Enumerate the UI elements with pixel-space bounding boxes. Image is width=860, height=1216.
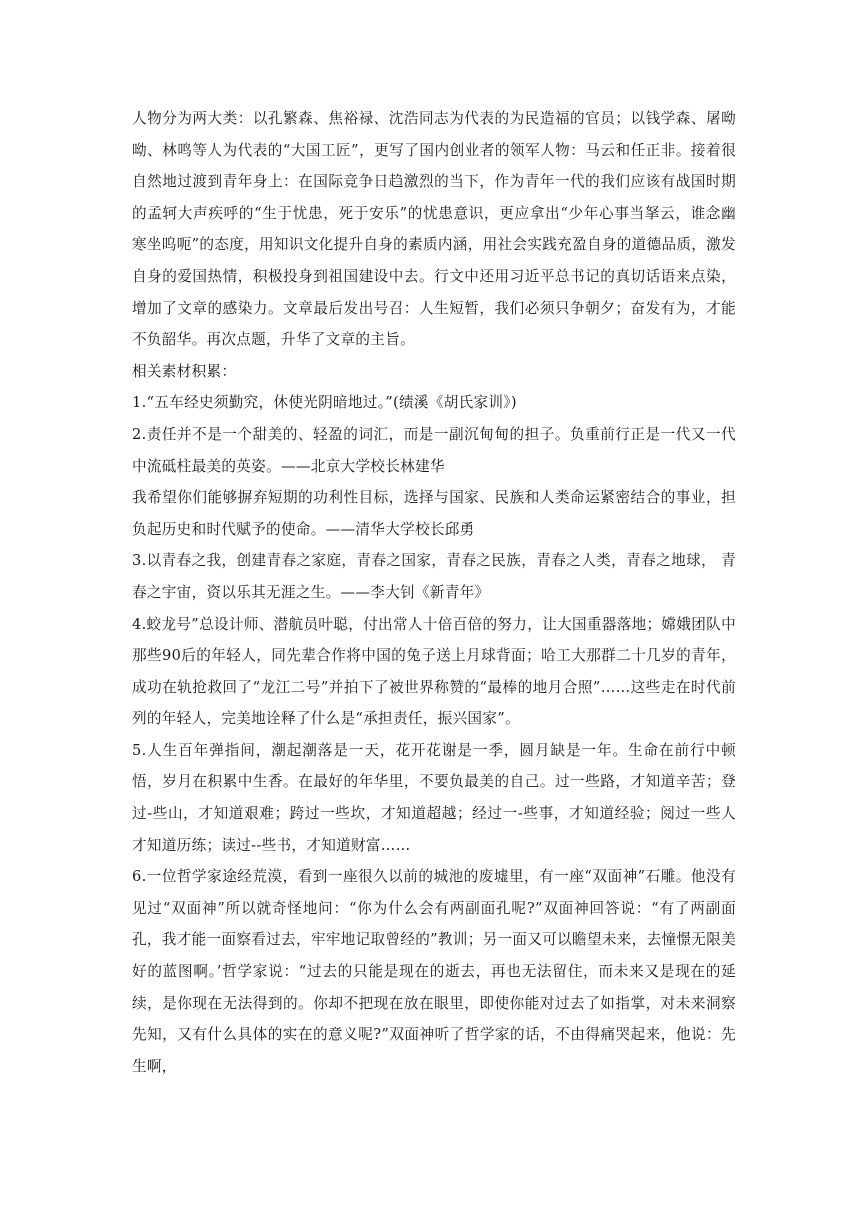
material-item-5: 5.人生百年弹指间，潮起潮落是一天，花开花谢是一季，圆月缺是一年。生命在前行中顿悟，岁月在积累中生香。在最好的年华里，不要负最美的自己。过一些路，才知道辛苦；登过-些山，才知道艰难；跨过一些坎，才知道超越；经过一-些事，才知道经验；阅过一些人才知道历练；读过--些书，才知道财富…… bbox=[132, 741, 736, 854]
material-item-2a: 2.责任并不是一个甜美的、轻盈的词汇，而是一副沉甸甸的担子。负重前行正是一代又一代中流砥柱最美的英姿。——北京大学校长林建华 bbox=[132, 425, 736, 475]
material-item-1: 1.“五车经史须勤究，休使光阴暗地过。”(绩溪《胡氏家训》) bbox=[132, 394, 517, 412]
document-body bbox=[132, 103, 736, 1082]
material-item-2b: 我希望你们能够摒弃短期的功利性目标，选择与国家、民族和人类命运紧密结合的事业，担负起历史和时代赋予的使命。——清华大学校长邱勇 bbox=[132, 489, 736, 538]
material-item-3: 3.以青春之我，创建青春之家庭，青春之国家，青春之民族，青春之人类，青春之地球， 青春之宇宙，资以乐其无涯之生。——李大钊《新青年》 bbox=[132, 552, 736, 601]
materials-heading: 相关素材积累： bbox=[132, 362, 237, 380]
material-item-6: 6.一位哲学家途经荒漠，看到一座很久以前的城池的废墟里，有一座“双面神”石雕。他没有见过“双面神”所以就奇怪地问：“你为什么会有两副面孔呢?”双面神回答说：“有了两副面孔，我才能一面察看过去，牢牢地记取曾经的”教训；另一面又可以瞻望未来，去憧憬无限美好的蓝图啊。’哲学家说：“过去的只能是现在的逝去，再也无法留住，而未来又是现在的延续，是你现在无法得到的。你却不把现在放在眼里，即使你能对过去了如指掌，对未来洞察先知，又有什么具体的实在的意义呢?”双面神听了哲学家的话，不由得痛哭起来，他说：先生啊， bbox=[132, 868, 736, 1075]
essay-analysis-paragraph: 人物分为两大类：以孔繁森、焦裕禄、沈浩同志为代表的为民造福的官员；以钱学森、屠呦呦、林鸣等人为代表的“大国工匠”，更写了国内创业者的领军人物：马云和任正非。接着很自然地过渡到青年身上：在国际竞争日趋激烈的当下，作为青年一代的我们应该有战国时期的孟轲大声疾呼的“生于忧患，死于安乐”的忧患意识，更应拿出“少年心事当拏云，谁念幽寒坐呜呃”的态度，用知识文化提升自身的素质内涵，用社会实践充盈自身的道德品质，激发自身的爱国热情，积极投身到祖国建设中去。行文中还用习近平总书记的真切话语来点染，增加了文章的感染力。文章最后发出号召：人生短暂，我们必须只争朝夕；奋发有为，才能不负韶华。再次点题，升华了文章的主旨。 bbox=[132, 110, 736, 349]
material-item-4: 4.蛟龙号”总设计师、潜航员叶聪，付出常人十倍百倍的努力，让大国重器落地；嫦娥团队中那些90后的年轻人，同先辈合作将中国的兔子送上月球背面；哈工大那群二十几岁的青年，成功在轨抢救回了“龙江二号”并拍下了被世界称赞的“最棒的地月合照”……这些走在时代前列的年轻人，完美地诠释了什么是“承担责任，振兴国家”。 bbox=[132, 615, 736, 728]
